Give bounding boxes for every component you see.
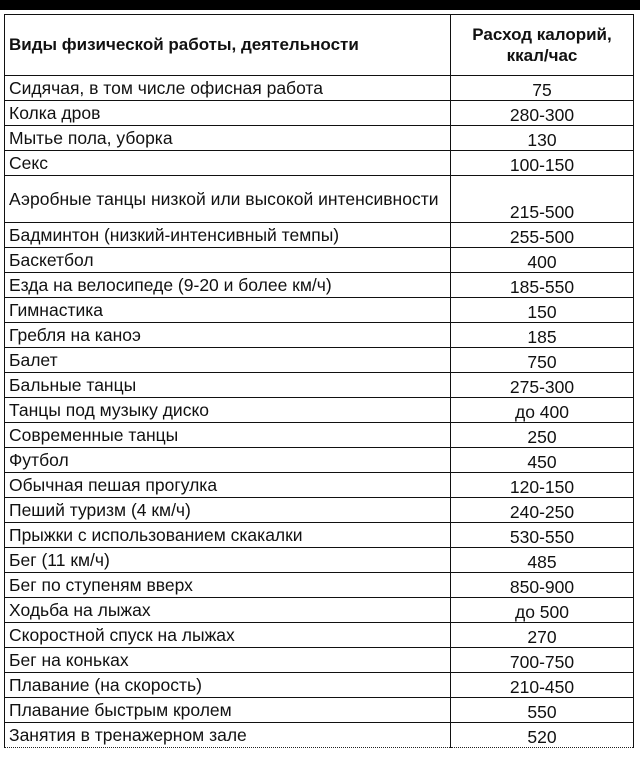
table-row	[5, 76, 634, 101]
activity-cell: Современные танцы	[5, 423, 451, 448]
table-row	[5, 448, 634, 473]
calories-cell: 185	[451, 323, 634, 348]
calories-cell: 270	[451, 623, 634, 648]
calories-cell: 550	[451, 698, 634, 723]
table-row	[5, 398, 634, 423]
activity-cell: Езда на велосипеде (9-20 и более км/ч)	[5, 273, 451, 298]
table-row	[5, 298, 634, 323]
table-row	[5, 101, 634, 126]
activity-cell: Бадминтон (низкий-интенсивный темпы)	[5, 223, 451, 248]
activity-cell: Пеший туризм (4 км/ч)	[5, 498, 451, 523]
calories-cell: 850-900	[451, 573, 634, 598]
calories-cell: до 500	[451, 598, 634, 623]
calories-cell: 100-150	[451, 151, 634, 176]
table-row	[5, 498, 634, 523]
calories-cell: 750	[451, 348, 634, 373]
calories-cell: 240-250	[451, 498, 634, 523]
activity-cell: Сидячая, в том числе офисная работа	[5, 76, 451, 101]
activity-cell: Колка дров	[5, 101, 451, 126]
table-row	[5, 573, 634, 598]
activity-cell: Балет	[5, 348, 451, 373]
activity-cell: Танцы под музыку диско	[5, 398, 451, 423]
calories-cell: 520	[451, 723, 634, 748]
activity-cell: Бег на коньках	[5, 648, 451, 673]
activity-cell: Ходьба на лыжах	[5, 598, 451, 623]
calories-cell: 450	[451, 448, 634, 473]
activity-cell: Плавание (на скорость)	[5, 673, 451, 698]
table-row	[5, 698, 634, 723]
table-row	[5, 423, 634, 448]
calories-cell: 530-550	[451, 523, 634, 548]
calories-cell: 185-550	[451, 273, 634, 298]
activity-cell: Гимнастика	[5, 298, 451, 323]
calories-cell: 275-300	[451, 373, 634, 398]
table-row	[5, 151, 634, 176]
activity-cell: Гребля на каноэ	[5, 323, 451, 348]
activity-cell: Бег (11 км/ч)	[5, 548, 451, 573]
table-header-row	[5, 15, 634, 76]
table-row	[5, 673, 634, 698]
calorie-table	[4, 14, 634, 748]
table-row	[5, 648, 634, 673]
calories-cell: 485	[451, 548, 634, 573]
activity-cell: Мытье пола, уборка	[5, 126, 451, 151]
calories-cell: 255-500	[451, 223, 634, 248]
table-row	[5, 623, 634, 648]
header-calories: Расход калорий, ккал/час	[451, 15, 634, 76]
calories-cell: 75	[451, 76, 634, 101]
calories-cell: 120-150	[451, 473, 634, 498]
table-row	[5, 126, 634, 151]
table-row	[5, 176, 634, 223]
calories-cell: 130	[451, 126, 634, 151]
table-row	[5, 523, 634, 548]
activity-cell: Бальные танцы	[5, 373, 451, 398]
table-row	[5, 473, 634, 498]
table-row	[5, 323, 634, 348]
activity-cell: Бег по ступеням вверх	[5, 573, 451, 598]
table-row	[5, 548, 634, 573]
activity-cell: Баскетбол	[5, 248, 451, 273]
calories-cell: 250	[451, 423, 634, 448]
calories-cell: 210-450	[451, 673, 634, 698]
table-row	[5, 223, 634, 248]
table-row	[5, 373, 634, 398]
table-row	[5, 348, 634, 373]
activity-cell: Прыжки с использованием скакалки	[5, 523, 451, 548]
document-page	[0, 10, 640, 775]
activity-cell: Скоростной спуск на лыжах	[5, 623, 451, 648]
activity-cell: Обычная пешая прогулка	[5, 473, 451, 498]
calories-cell: 280-300	[451, 101, 634, 126]
header-activity: Виды физической работы, деятельности	[5, 15, 451, 76]
calories-cell: 400	[451, 248, 634, 273]
activity-cell: Аэробные танцы низкой или высокой интенсивности	[5, 176, 451, 223]
activity-cell: Футбол	[5, 448, 451, 473]
calories-cell: 150	[451, 298, 634, 323]
table-row	[5, 273, 634, 298]
activity-cell: Занятия в тренажерном зале	[5, 723, 451, 748]
activity-cell: Плавание быстрым кролем	[5, 698, 451, 723]
activity-cell: Секс	[5, 151, 451, 176]
calories-cell: до 400	[451, 398, 634, 423]
table-row	[5, 723, 634, 748]
calories-cell: 215-500	[451, 176, 634, 223]
table-row	[5, 248, 634, 273]
table-row	[5, 598, 634, 623]
calories-cell: 700-750	[451, 648, 634, 673]
